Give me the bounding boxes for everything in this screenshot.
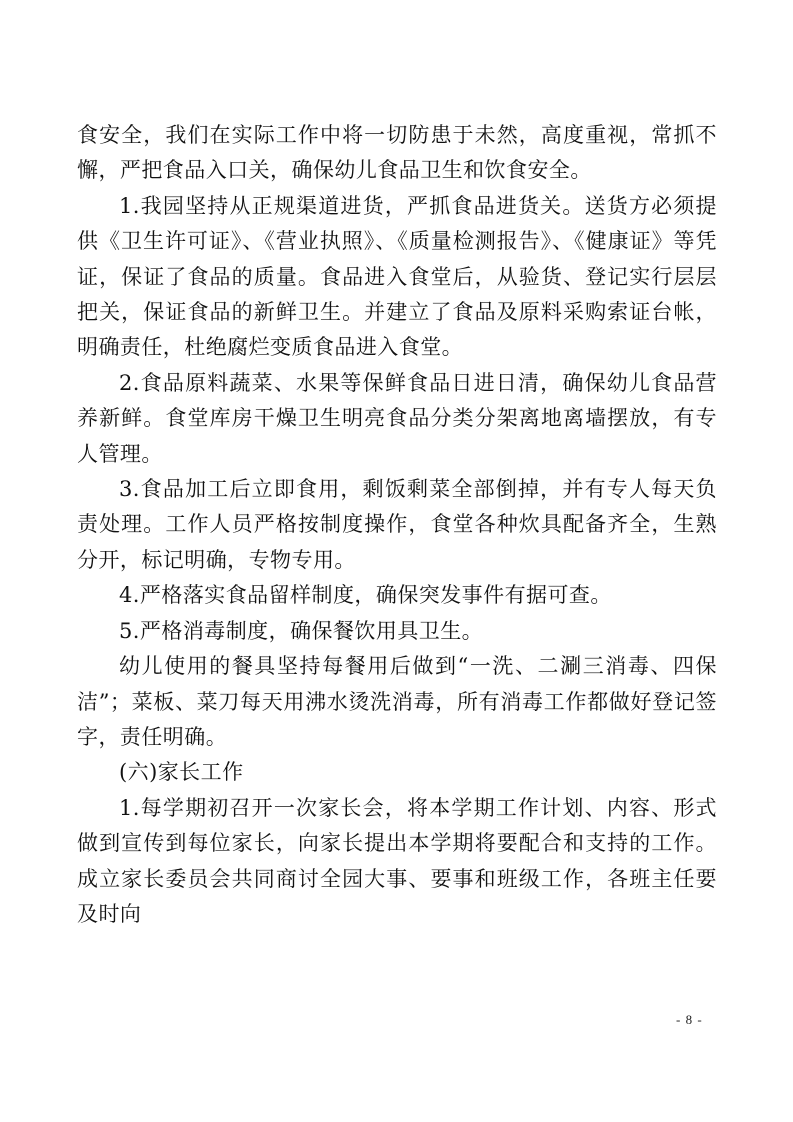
paragraph-tableware-disinfection: 幼儿使用的餐具坚持每餐用后做到“一洗、二涮三消毒、四保洁”；菜板、菜刀每天用沸水烫洗消毒，所有消毒工作都做好登记签字，责任明确。	[77, 654, 717, 749]
paragraph-item-5-disinfection: 5.严格消毒制度，确保餐饮用具卫生。	[119, 618, 484, 643]
paragraph-food-safety-intro: 食安全，我们在实际工作中将一切防患于未然，高度重视，常抓不懈，严把食品入口关，确保幼儿食品卫生和饮食安全。	[77, 123, 717, 183]
document-body	[77, 118, 717, 932]
paragraph-parent-meeting: 1.每学期初召开一次家长会，将本学期工作计划、内容、形式做到宣传到每位家长，向家长提出本学期将要配合和支持的工作。成立家长委员会共同商讨全园大事、要事和班级工作，各班主任要及时向	[77, 795, 717, 926]
paragraph-item-1-procurement: 1.我园坚持从正规渠道进货，严抓食品进货关。送货方必须提供《卫生许可证》、《营业执照》、《质量检测报告》、《健康证》等凭证，保证了食品的质量。食品进入食堂后，从验货、登记实行层层把关，保证食品的新鲜卫生。并建立了食品及原料采购索证台帐，明确责任，杜绝腐烂变质食品进入食堂。	[77, 193, 717, 360]
section-heading-parent-work: (六)家长工作	[119, 760, 244, 785]
page-number: - 8 -	[676, 1012, 703, 1027]
paragraph-item-2-fresh-storage: 2.食品原料蔬菜、水果等保鲜食品日进日清，确保幼儿食品营养新鲜。食堂库房干燥卫生明亮食品分类分架离地离墙摆放，有专人管理。	[77, 370, 717, 466]
paragraph-item-4-sample-retention: 4.严格落实食品留样制度，确保突发事件有据可查。	[119, 583, 612, 608]
paragraph-item-3-processing: 3.食品加工后立即食用，剩饭剩菜全部倒掉，并有专人每天负责处理。工作人员严格按制度操作，食堂各种炊具配备齐全，生熟分开，标记明确，专物专用。	[77, 477, 717, 572]
